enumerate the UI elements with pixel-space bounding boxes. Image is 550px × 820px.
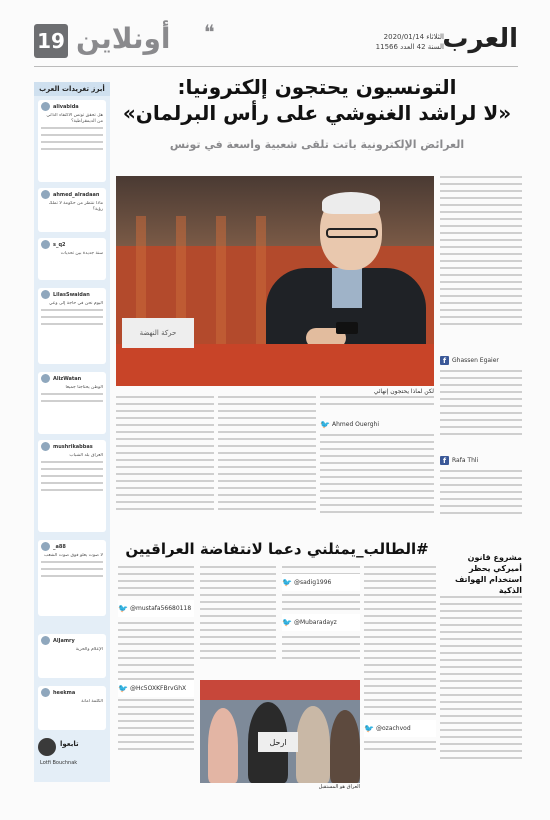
newspaper-logo: العرب: [442, 24, 518, 54]
tweet-card: [38, 238, 106, 280]
tweet-lines: [41, 461, 103, 496]
photo-table: [116, 344, 434, 386]
tweet-text: الوطن يحتاجنا جميعا: [65, 385, 103, 390]
tw-quote: [118, 680, 194, 697]
story2-column-right: [364, 566, 436, 786]
tweet-handle: alivabida: [53, 103, 79, 110]
story2-column-left: [118, 566, 194, 786]
tweet-card: [38, 440, 106, 532]
story1-column-right-3: [440, 470, 522, 532]
avatar: [41, 688, 50, 697]
tweet-text: لا صوت يعلو فوق صوت الشعب: [44, 553, 103, 558]
tweet-card: [38, 288, 106, 364]
story1-photo: [116, 176, 434, 386]
author-name: Lotfi Bouchnak: [40, 760, 78, 766]
tweet-text: هل تحقق تونس الاكتفاء الذاتي من الديمقراطية؟: [46, 113, 103, 124]
issue-number: السنة 42 العدد 11566: [375, 43, 444, 51]
story1-column-right-body-2: [320, 434, 434, 532]
tw-quote-handle: @ozachvod: [376, 725, 411, 732]
twitter-icon: 🐦: [118, 684, 128, 693]
story1-photo-caption: لكن لماذا يحتجون إنهائي: [373, 388, 434, 395]
twitter-icon: 🐦: [282, 618, 292, 627]
header-divider: [34, 66, 518, 67]
tw-quote: [282, 574, 360, 591]
protest-sign: ارحل: [258, 732, 298, 752]
tweet-handle: mushrikabbas: [53, 443, 93, 450]
tw-quote-handle: @Mubaradayz: [294, 619, 337, 626]
twitter-icon: 🐦: [118, 604, 128, 613]
tweet-text: العراق بلد الشباب: [69, 453, 103, 458]
story2-photo-caption: العراق هو المستقبل: [318, 784, 360, 790]
tweet-card: [38, 372, 106, 434]
story2-headline: #الطالب_يمثلني دعما لانتفاضة العراقيين: [125, 540, 429, 558]
tweet-lines: [41, 127, 103, 155]
tw-quote-name: Ahmed Ouerghi: [332, 421, 380, 428]
tw-quote-handle: @Hc5OXKFBrvGhX: [130, 685, 187, 692]
story1-column-right-body: [320, 396, 434, 414]
photo-glasses: [326, 228, 378, 238]
photo-nameplate: حركة النهضة: [122, 318, 194, 348]
photo-person: [208, 708, 238, 783]
tweet-text: ماذا ننتظر من حكومة لا تملك رؤية؟: [48, 201, 103, 212]
tweet-text: سنة جديدة بين تحديات: [60, 251, 103, 256]
tweet-handle: LilasSwaidan: [53, 291, 90, 298]
story1-column-middle: [218, 396, 316, 532]
tweet-card: [38, 100, 106, 182]
story1-headline-line2: «لا لراشد الغنوشي على رأس البرلمان»: [122, 101, 512, 125]
tweet-handle: AlizWatan: [53, 375, 82, 382]
fb-quote: [440, 452, 522, 469]
tw-quote: [282, 614, 360, 631]
story1-column-left: [116, 396, 214, 532]
tweet-handle: _a88: [53, 543, 66, 550]
tweet-handle: ahmed_alradaan: [53, 191, 100, 198]
follow-label: تابعوا: [60, 740, 79, 748]
tweet-card: [38, 634, 106, 678]
avatar: [41, 442, 50, 451]
tw-quote-handle: @mustafa56680118: [130, 605, 192, 612]
phone-icon: [336, 322, 358, 334]
story2-photo: [200, 680, 360, 783]
issue-meta: [364, 32, 444, 52]
tweet-handle: heekma: [53, 689, 76, 696]
avatar: [41, 290, 50, 299]
avatar: [41, 374, 50, 383]
twitter-icon: 🐦: [364, 724, 374, 733]
tweet-card: [38, 686, 106, 730]
fb-quote-name: Ghassen Egaier: [452, 357, 499, 364]
photo-hair: [322, 192, 380, 214]
photo-banner: [200, 680, 360, 700]
avatar: [41, 102, 50, 111]
avatar: [41, 190, 50, 199]
avatar: [41, 240, 50, 249]
avatar: [41, 542, 50, 551]
story1-column-right-2: [440, 370, 522, 450]
tw-quote: [364, 720, 436, 737]
issue-date: الثلاثاء 2020/01/14: [383, 33, 444, 41]
tweet-text: اليوم نحن في حاجة إلى وعي: [48, 301, 103, 306]
avatar: [38, 738, 56, 756]
tweet-lines: [41, 309, 103, 330]
tweet-handle: AlJamry: [53, 637, 75, 644]
section-title: أونلاين: [76, 22, 171, 55]
tweet-text: الكلمة أمانة: [81, 699, 103, 704]
facebook-icon: f: [440, 356, 449, 365]
tweet-lines: [41, 393, 103, 407]
story1-headline-line1: التونسيون يحتجون إلكترونيا:: [177, 75, 457, 99]
fb-quote-name: Rafa Thli: [452, 457, 479, 464]
avatar: [41, 636, 50, 645]
tw-quote: [320, 416, 434, 433]
story3-headline: مشروع قانون أميركي يحظر استخدام الهواتف الذكية: [455, 553, 522, 595]
sidebar-title: أبرز تغريدات العرب: [34, 82, 110, 96]
tw-quote-handle: @sadig1996: [294, 579, 332, 586]
tw-quote: [118, 600, 194, 617]
facebook-icon: f: [440, 456, 449, 465]
story2-column-middle: [200, 566, 276, 676]
photo-person: [330, 710, 360, 783]
speech-bubble-icon: ❝: [204, 20, 215, 44]
photo-person: [296, 706, 330, 783]
tweet-handle: s_q2: [53, 241, 66, 248]
photo-shirt: [332, 268, 362, 308]
tweet-card: [38, 540, 106, 616]
tweet-text: الإعلام والحرية: [75, 647, 103, 652]
story1-subheadline: العرائض الإلكترونية باتت تلقى شعبية واسعة في تونس: [169, 138, 465, 151]
page-header: [34, 20, 518, 66]
tweet-lines: [41, 561, 103, 582]
twitter-icon: 🐦: [320, 420, 330, 429]
story3-column: [440, 596, 522, 786]
twitter-icon: 🐦: [282, 578, 292, 587]
story1-column-right: [440, 176, 522, 350]
fb-quote: [440, 352, 522, 369]
tweet-card: [38, 188, 106, 232]
page-number: 19: [34, 24, 68, 58]
